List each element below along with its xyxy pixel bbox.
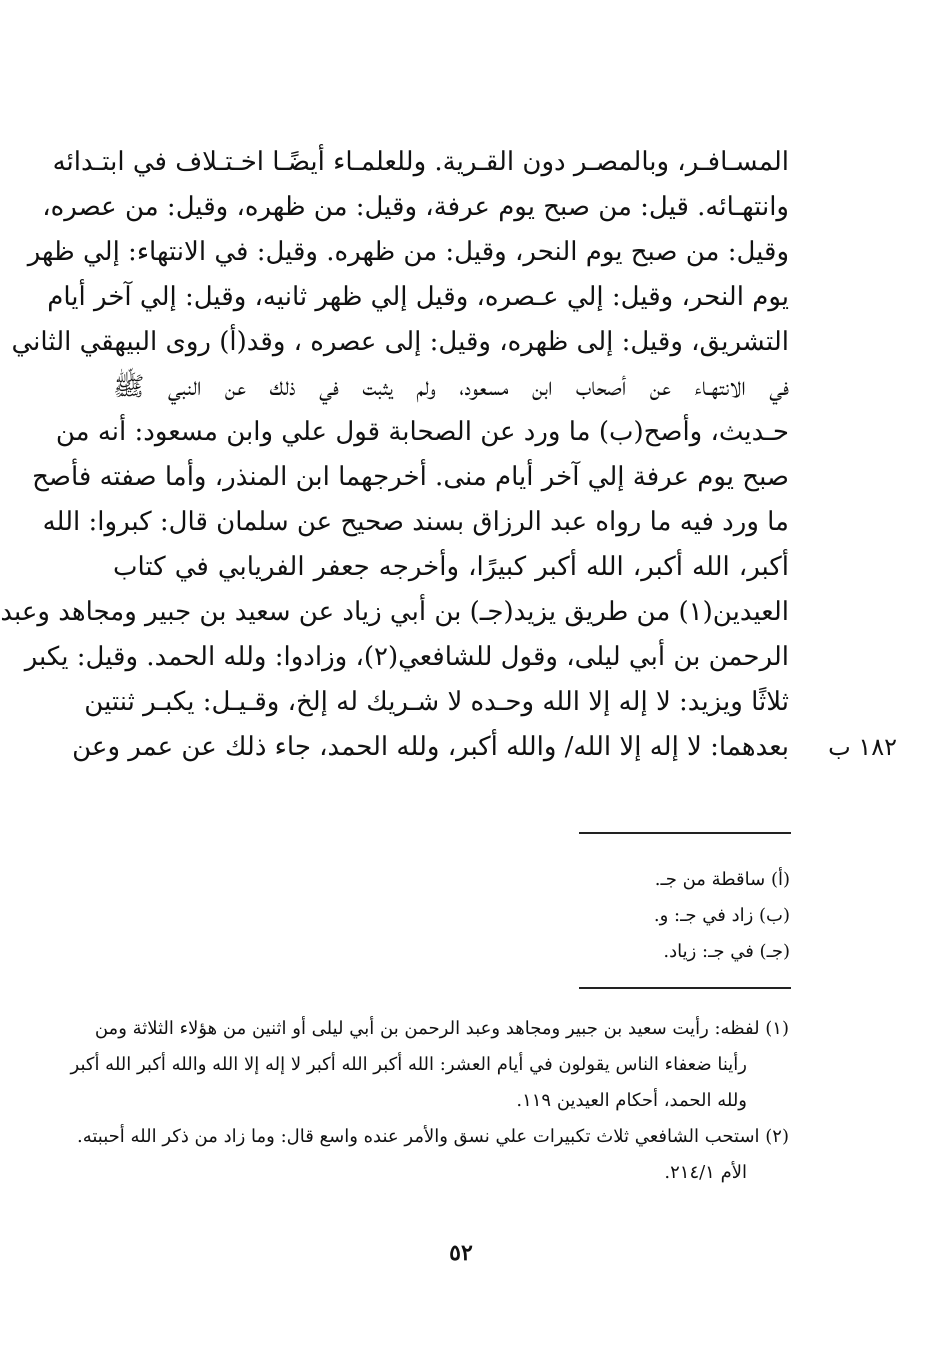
text-line: في الانتهـاء عن أصحاب ابن مسعود، ولم يثبت في ذلك عن النبي ﷺ xyxy=(113,372,789,402)
footnote-line: (١) لفظه: رأيت سعيد بن جبير ومجاهد وعبد الرحمن بن أبي ليلى أو اثنين من هؤلاء الثلاثة ومن xyxy=(94,1018,789,1039)
text-line: المسـافـر، وبالمصـر دون القـرية. وللعلمـاء أيضًـا اخـتـلاف في ابتـدائه xyxy=(52,147,789,177)
text-line: العيدين(١) من طريق يزيد(جـ) بن أبي زياد عن سعيد بن جبير ومجاهد وعبد xyxy=(0,597,789,627)
page-number: ٥٢ xyxy=(449,1240,473,1266)
text-line: صبح يوم عرفة إلي آخر أيام منى. أخرجهما ابن المنذر، وأما صفته فأصح xyxy=(32,462,789,492)
footnotes-block xyxy=(70,1011,789,1191)
footnote-line: الأم ٢١٤/١. xyxy=(664,1162,747,1183)
variants-separator xyxy=(579,832,791,834)
footnote-line: رأينا ضعفاء الناس يقولون في أيام العشر: الله أكبر الله أكبر لا إله إلا الله والله أكبر الله أكبر xyxy=(70,1054,747,1075)
text-line: ثلاثًا ويزيد: لا إله إلا الله وحـده لا شـريك له إلخ، وقـيـل: يكبـر ثنتين xyxy=(84,687,789,717)
footnotes-separator xyxy=(579,987,791,989)
manuscript-folio-marker: ١٨٢ ب xyxy=(828,733,897,761)
variant-note: (ب) زاد في جـ: و. xyxy=(653,905,790,926)
variant-note: (جـ) في جـ: زياد. xyxy=(663,941,790,962)
footnote-line: (٢) استحب الشافعي ثلاث تكبيرات علي نسق والأمر عنده واسع قال: وما زاد من ذكر الله أحببته. xyxy=(76,1126,789,1147)
text-line: ما ورد فيه ما رواه عبد الرزاق بسند صحيح عن سلمان قال: كبروا: الله xyxy=(42,507,789,537)
text-line: وانتهـائه. قيل: من صبح يوم عرفة، وقيل: من ظهره، وقيل: من عصره، xyxy=(42,192,789,222)
text-line: التشريق، وقيل: إلى ظهره، وقيل: إلى عصره ، وقد(أ) روى البيهقي الثاني xyxy=(11,327,789,357)
text-line: يوم النحر، وقيل: إلي عـصره، وقيل إلي ظهر ثانيه، وقيل: إلي آخر أيام xyxy=(47,282,789,312)
main-text-block xyxy=(0,140,789,770)
text-line: وقيل: من صبح يوم النحر، وقيل: من ظهره. وقيل: في الانتهاء: إلي ظهر xyxy=(27,237,789,267)
manuscript-variants xyxy=(490,862,790,970)
text-line: أكبر، الله أكبر، الله أكبر كبيرًا، وأخرجه جعفر الفريابي في كتاب xyxy=(113,552,789,582)
variant-note: (أ) ساقطة من جـ. xyxy=(654,869,790,890)
text-line: الرحمن بن أبي ليلى، وقول للشافعي(٢)، وزادوا: ولله الحمد. وقيل: يكبر xyxy=(24,642,789,672)
text-line: بعدهما: لا إله إلا الله/ والله أكبر، ولله الحمد، جاء ذلك عن عمر وعن xyxy=(72,732,789,762)
footnote-line: ولله الحمد، أحكام العيدين ١١٩. xyxy=(516,1090,747,1111)
text-line: حـديث، وأصح(ب) ما ورد عن الصحابة قول علي وابن مسعود: أنه من xyxy=(55,417,789,447)
